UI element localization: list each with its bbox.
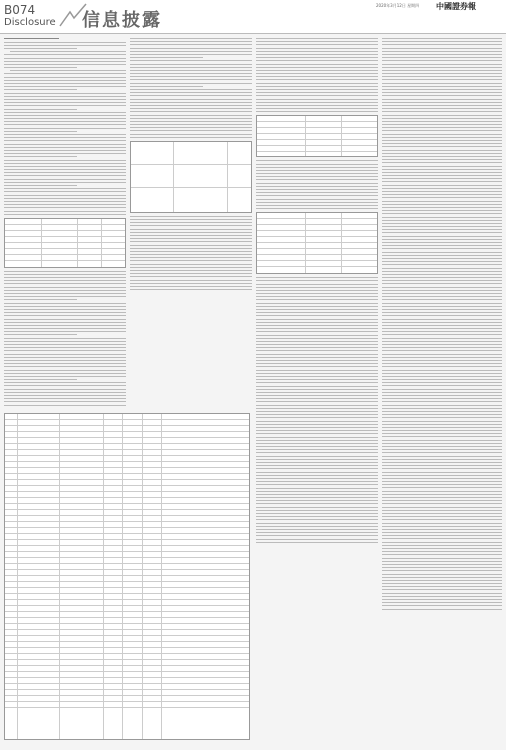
header-rule	[0, 33, 506, 34]
section-name-en: Disclosure	[4, 17, 56, 28]
column-2	[130, 38, 252, 408]
table-5	[256, 212, 378, 274]
large-table-area	[4, 410, 250, 745]
table-2	[4, 413, 250, 740]
table-1	[4, 218, 126, 268]
column-4	[382, 38, 502, 744]
page-header	[0, 0, 506, 34]
section-name-cn: 信息披露	[82, 10, 162, 31]
table-3	[130, 141, 252, 213]
issue-date: 2020年3月12日 星期四	[376, 3, 420, 8]
column-3	[256, 38, 378, 744]
table-4	[256, 115, 378, 157]
page-code: B074	[4, 3, 36, 17]
newspaper-name: 中國證券報	[436, 1, 476, 11]
